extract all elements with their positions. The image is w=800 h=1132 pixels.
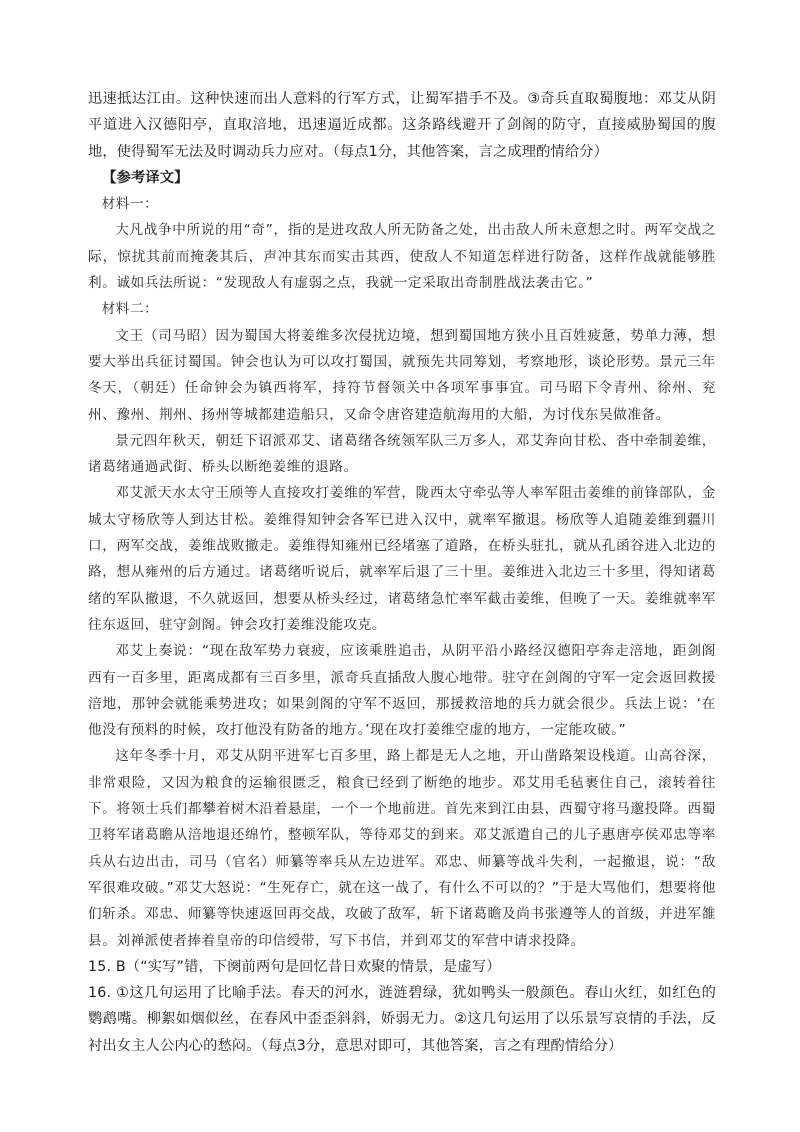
material-2-paragraph: 这年冬季十月，邓艾从阴平进军七百多里，路上都是无人之地，开山凿路架设栈道。山高谷深，非常艰险，又因为粮食的运输很匮乏，粮食已经到了断绝的地步。邓艾用毛毡裹住自己，滚转着往下。将领士兵们都攀着树木沿着悬崖，一个一个地前进。首先来到江由县，西蜀守将马邈投降。西蜀卫将军诸葛瞻从涪地退还绵竹，整顿军队，等待邓艾的到来。邓艾派遣自己的儿子惠唐亭侯邓忠等率兵从右边出击，司马（官名）师纂等率兵从左边进军。邓忠、师纂等战斗失利，一起撤退，说：“敌军很难攻破。”邓艾大怒说：“生死存亡，就在这一战了，有什么不可以的？”于是大骂他们，想要将他们斩杀。邓忠、师纂等快速返回再交战，攻破了敌军，斩下诸葛瞻及尚书张遵等人的首级，并进军雒县。刘禅派使者捧着皇帝的印信绶带，写下书信，并到邓艾的军营中请求投降。 — [88, 748, 716, 949]
document-page — [88, 86, 716, 1059]
material-1-text: 大凡战争中所说的用“奇”，指的是进攻敌人所无防备之处，出击敌人所未意想之时。两军交战之际，惊扰其前而掩袭其后，声冲其东而实击其西，使敌人不知道怎样进行防备，这样作战就能够胜利。诚如兵法所说：“发现敌人有虚弱之点，我就一定采取出奇制胜战法袭击它。” — [88, 222, 716, 292]
reference-translation — [88, 191, 716, 954]
answer-16: 16. ①这几句运用了比喻手法。春天的河水，涟涟碧绿，犹如鸭头一般颜色。春山火红，如红色的鹦鹉嘴。柳絮如烟似丝，在春风中歪歪斜斜，娇弱无力。②这几句运用了以乐景写哀情的手法，反衬出女主人公内心的愁闷。（每点3分，意思对即可，其他答案，言之有理酌情给分） — [88, 985, 716, 1054]
material-2-label: 材料二： — [101, 301, 159, 318]
material-1-label: 材料一： — [101, 196, 159, 213]
answer-continuation: 迅速抵达江由。这种快速而出人意料的行军方式，让蜀军措手不及。③奇兵直取蜀腹地：邓艾从阴平道进入汉德阳亭，直取涪地，迅速逼近成都。这条路线避开了剑阁的防守，直接威胁蜀国的腹地，使得蜀军无法及时调动兵力应对。（每点1分，其他答案，言之成理酌情给分） — [88, 91, 716, 160]
material-2-paragraph: 景元四年秋天，朝廷下诏派邓艾、诸葛绪各统领军队三万多人，邓艾奔向甘松、沓中牵制姜维，诸葛绪通過武街、桥头以断绝姜维的退路。 — [88, 432, 716, 476]
material-2-paragraph: 邓艾派天水太守王颀等人直接攻打姜维的军营，陇西太守牵弘等人率军阻击姜维的前锋部队，金城太守杨欣等人到达甘松。姜维得知钟会各军已进入汉中，就率军撤退。杨欣等人追随姜维到疆川口，两军交战，姜维战败撤走。姜维得知雍州已经堵塞了道路，在桥头驻扎，就从孔函谷进入北边的路，想从雍州的后方通过。诸葛绪听说后，就率军后退了三十里。姜维进入北边三十多里，得知诸葛绪的军队撤退，不久就返回，想要从桥头经过，诸葛绪急忙率军截击姜维，但晚了一天。姜维就率军往东返回，驻守剑阁。钟会攻打姜维没能攻克。 — [88, 485, 716, 633]
answer-15: 15. B（“实写”错，下阕前两句是回忆昔日欢聚的情景，是虚写） — [88, 958, 501, 975]
material-2-paragraph: 邓艾上奏说：“现在敌军势力衰疲，应该乘胜追击，从阴平沿小路经汉德阳亭奔走涪地，距剑阁西有一百多里，距离成都有三百多里，派奇兵直插敌人腹心地带。驻守在剑阁的守军一定会返回救援涪地，那钟会就能乘势进攻；如果剑阁的守军不返回，那援救涪地的兵力就会很少。兵法上说：‘在他没有预料的时候，攻打他没有防备的地方。’现在攻打姜维空虚的地方，一定能攻破。” — [88, 643, 716, 739]
reference-translation-heading: 【参考译文】 — [102, 169, 189, 186]
material-2-paragraph: 文王（司马昭）因为蜀国大将姜维多次侵扰边境，想到蜀国地方狭小且百姓疲惫，势单力薄，想要大举出兵征讨蜀国。钟会也认为可以攻打蜀国，就预先共同筹划，考察地形，谈论形势。景元三年冬天，（朝廷）任命钟会为镇西将军，持符节督领关中各项军事事宜。司马昭下令青州、徐州、兖州、豫州、荆州、扬州等城都建造船只，又命令唐咨建造航海用的大船，为讨伐东吴做准备。 — [88, 327, 716, 423]
